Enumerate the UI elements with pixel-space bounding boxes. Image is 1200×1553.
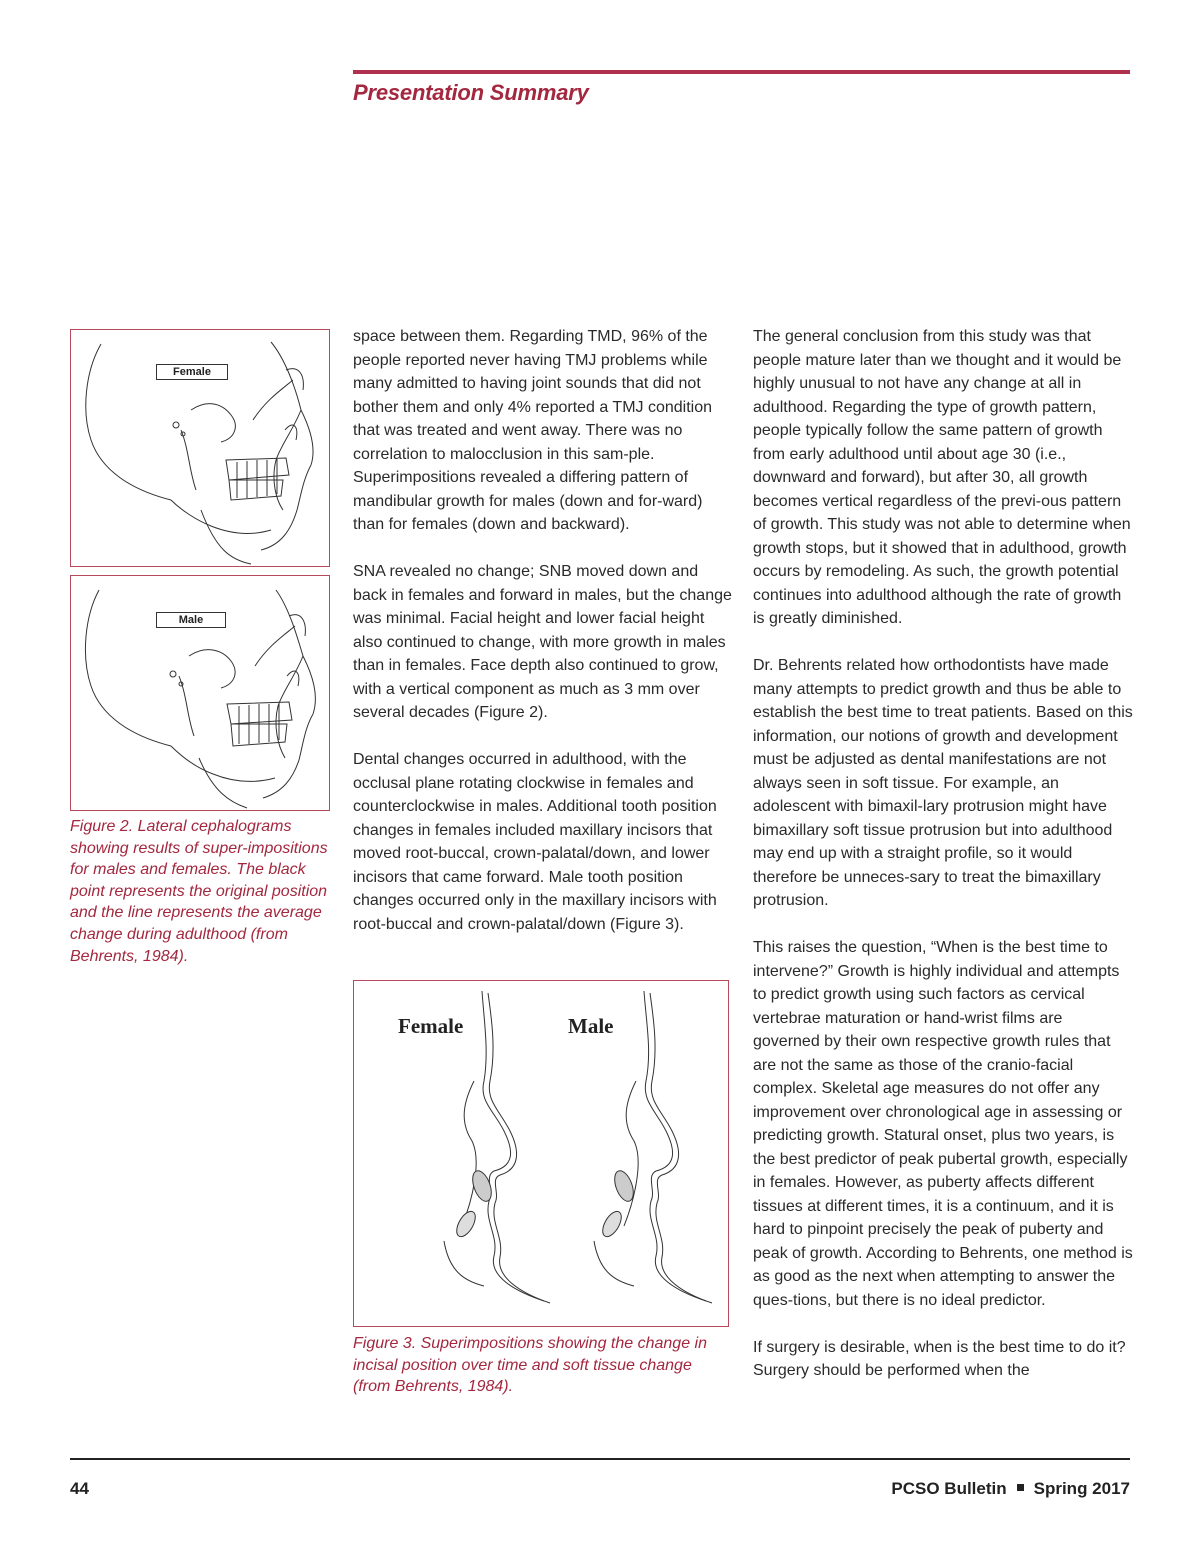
male-label: Male [156,612,226,628]
column-right [753,325,1133,1406]
paragraph: SNA revealed no change; SNB moved down and back in females and forward in males, but the change was minimal. Facial height and lower facial height also continued to change, with more growth in males than in females. Face depth also continued to grow, with a vertical component as much as 3 mm over several decades (Figure 2). [353,563,732,721]
column-middle [353,325,735,960]
figure-3-incisal-superimposition [353,980,729,1327]
female-label: Female [398,1014,464,1038]
paragraph: space between them. Regarding TMD, 96% of the people reported never having TMJ problems while many admitted to having joint sounds that did not bother them and only 4% reported a TMJ condition that was treated and went away. There was no correlation to malocclusion in this sam-ple. Superimpositions revealed a differing pattern of mandibular growth for males (down and for-ward) than for females (down and backward). [353,328,713,533]
section-title: Presentation Summary [353,80,589,105]
figure-3-caption: Figure 3. Superimpositions showing the change in incisal position over time and soft tissue change (from Behrents, 1984). [353,1335,707,1396]
figure-2-female-cephalogram [70,329,330,567]
female-label: Female [156,364,228,380]
figure-2-caption: Figure 2. Lateral cephalograms showing results of super-impositions for males and females. The black point represents the original position and the line represents the average change during adulthood (from Behrents, 1984). [70,818,328,965]
paragraph: The general conclusion from this study was that people mature later than we thought and it would be highly unusual to not have any change at all in adulthood. Regarding the type of growth pattern, people typically follow the same pattern of growth from early adulthood until about age 30 (i.e., downward and forward), but after 30, all growth becomes vertical regardless of the previ-ous pattern of growth. This study was not able to determine when growth stops, but it showed that in adulthood, growth occurs by remodeling. As such, the growth potential continues into adulthood although the rate of growth is greatly diminished. [753,328,1131,627]
footer-publication [891,1479,1130,1499]
issue-name: Spring 2017 [1033,1479,1130,1498]
header-rule [353,70,1130,74]
publication-name: PCSO Bulletin [891,1479,1007,1498]
separator-square [1017,1484,1024,1491]
male-label: Male [568,1014,614,1038]
paragraph: If surgery is desirable, when is the best time to do it? Surgery should be performed when the [753,1338,1126,1379]
footer-rule [70,1458,1130,1460]
page-number: 44 [70,1479,89,1498]
paragraph: Dr. Behrents related how orthodontists have made many attempts to predict growth and thus be able to establish the best time to treat patients. Based on this information, our notions of growth and development must be adjusted as dental manifestations are not always seen in soft tissue. For example, an adolescent with bimaxil-lary protrusion might have bimaxillary soft tissue protrusion but into adulthood may end up with a straight profile, so it would therefore be unneces-sary to treat the bimaxillary protrusion. [753,657,1133,909]
paragraph: This raises the question, “When is the best time to intervene?” Growth is highly individual and attempts to predict growth using such factors as cervical vertebrae maturation or hand-wrist films are governed by their own respective growth rules that are not the same as those of the cranio-facial complex. Skeletal age measures do not offer any improvement over chronological age in assessing or predicting growth. Statural onset, plus two years, is the best predictor of peak pubertal growth, especially in females. However, as puberty affects different tissues at different times, it is a continuum, and it is hard to pinpoint precisely the peak of puberty and peak of growth. According to Behrents, one method is as good as the next when attempting to answer the ques-tions, but there is no ideal predictor. [753,939,1133,1309]
paragraph: Dental changes occurred in adulthood, with the occlusal plane rotating clockwise in females and counterclockwise in males. Additional tooth position changes in females included maxillary incisors that moved root-buccal, crown-palatal/down, and lower incisors that came forward. Male tooth position changes occurred only in the maxillary incisors with root-buccal and crown-palatal/down (Figure 3). [353,751,717,933]
figure-2-male-cephalogram [70,575,330,811]
